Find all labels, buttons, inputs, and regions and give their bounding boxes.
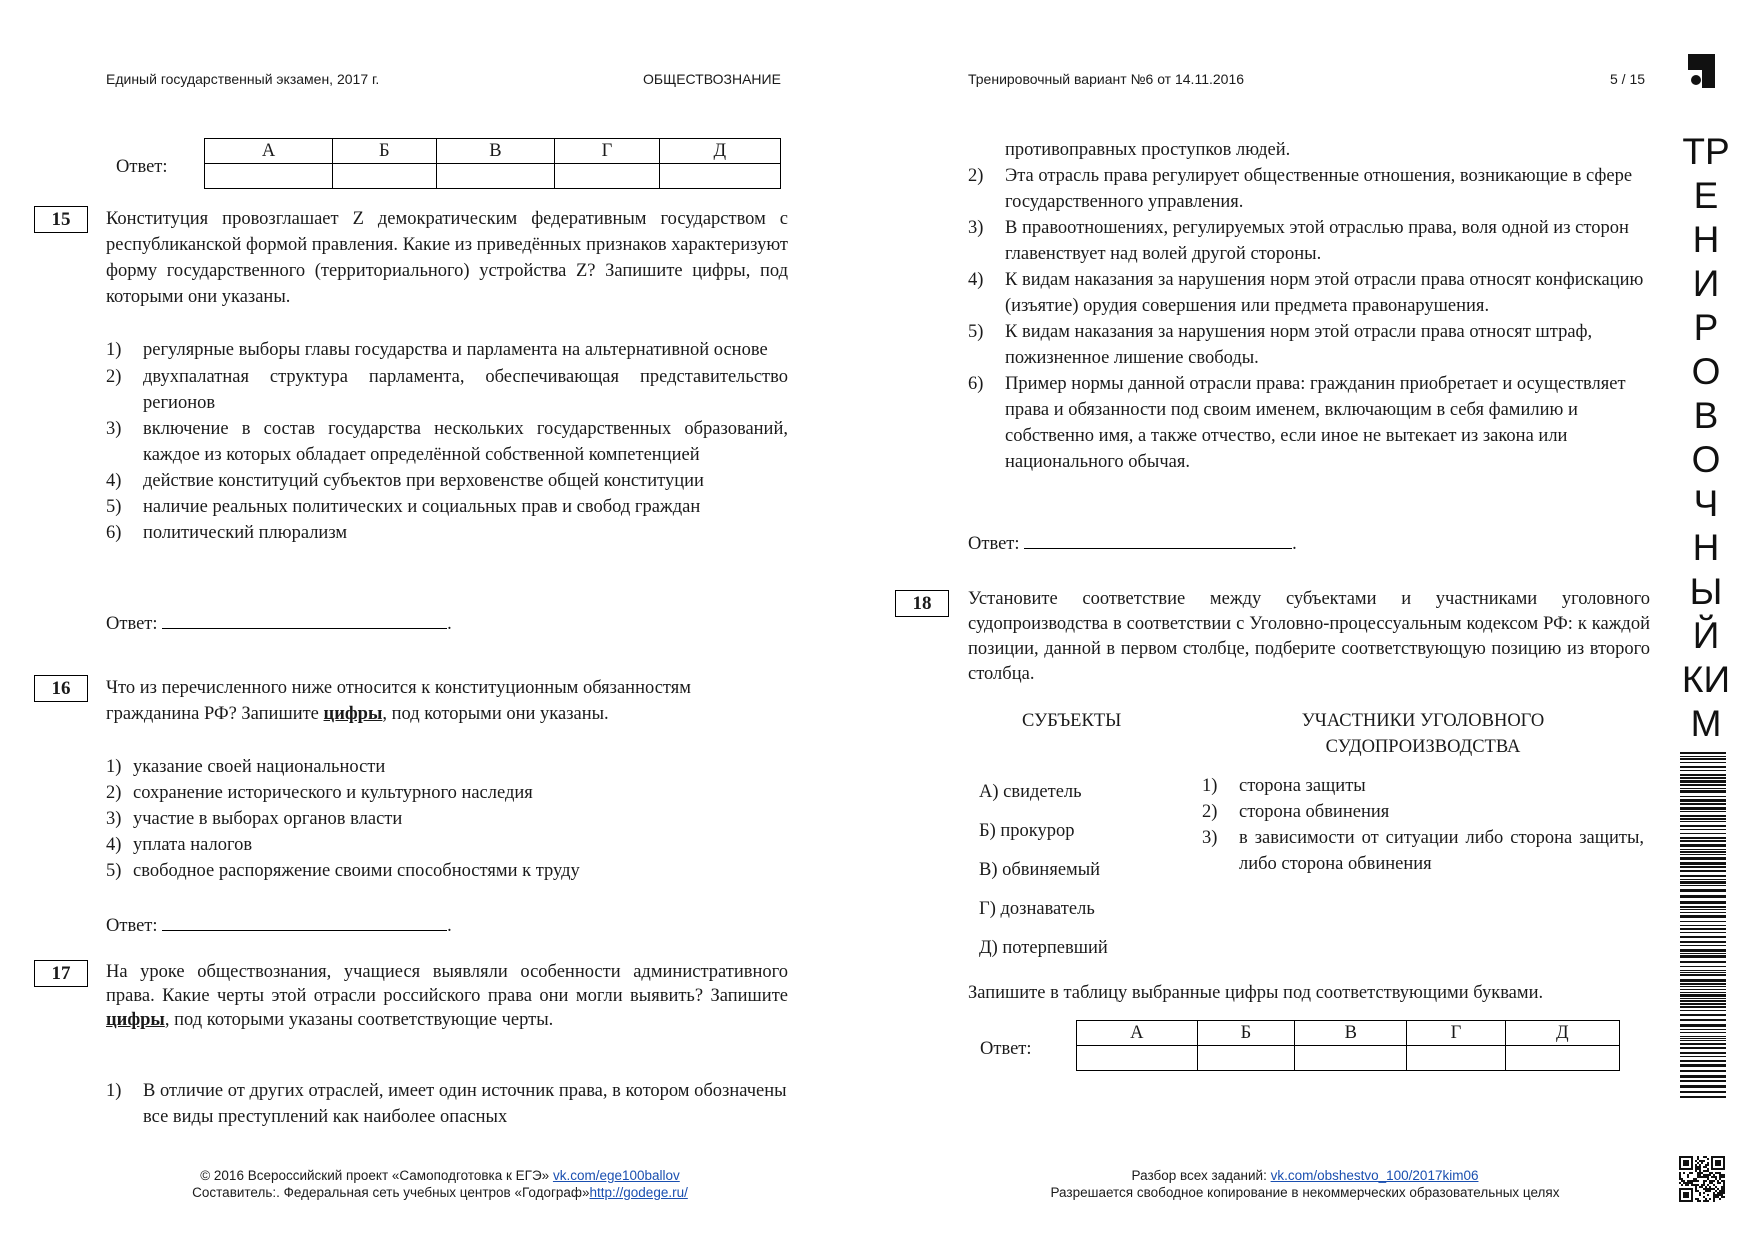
banner-letter: ТР (1682, 131, 1730, 172)
question-number-18: 18 (895, 590, 949, 617)
column-title-participants-line1: УЧАСТНИКИ УГОЛОВНОГО (1301, 711, 1545, 731)
answer-cell[interactable] (1077, 1046, 1198, 1071)
answer-input-15[interactable] (162, 610, 447, 629)
footer-license: Разрешается свободное копирование в некоммерческих образовательных целях (1050, 1185, 1560, 1200)
question-number-17: 17 (34, 960, 88, 987)
letter-cell: Г (555, 139, 659, 164)
letter-cell: Б (1197, 1021, 1295, 1046)
option-number: 2) (106, 783, 122, 803)
corner-marker-icon (1688, 54, 1715, 88)
letter-cell: А (205, 139, 333, 164)
option-continued (968, 137, 1644, 163)
option-text: политический плюрализм (143, 523, 348, 543)
answer-label-top: Ответ: (116, 157, 168, 177)
answer-label: Ответ: (968, 534, 1020, 554)
option-number: 6) (968, 374, 984, 394)
option-number: 1) (1202, 776, 1218, 796)
option (106, 858, 788, 884)
option-text: в зависимости от ситуации либо сторона защиты, либо сторона обвинения (1239, 828, 1644, 874)
option-text: Эта отрасль права регулирует общественные отношения, возникающие в сфере государственного управления. (1005, 166, 1633, 212)
participants-list (1202, 773, 1644, 877)
column-title-subjects: СУБЪЕКТЫ (1022, 711, 1122, 731)
banner-letter: Н (1692, 527, 1720, 568)
option-text: указание своей национальности (133, 757, 386, 777)
banner-letter: Ы (1689, 571, 1723, 612)
question-16-text-after: , под которыми они указаны. (382, 704, 609, 724)
option-number: 5) (106, 861, 122, 881)
answer-table-18 (1076, 1020, 1620, 1071)
column-title-participants (1180, 708, 1666, 760)
banner-letter: Е (1693, 175, 1719, 216)
option-text: сторона защиты (1239, 776, 1366, 796)
header-exam-title: Единый государственный экзамен, 2017 г. (106, 71, 380, 87)
header-variant: Тренировочный вариант №6 от 14.11.2016 (968, 71, 1245, 87)
answer-cell[interactable] (1197, 1046, 1295, 1071)
option-text: действие конституций субъектов при верховенстве общей конституции (143, 471, 704, 491)
banner-letter: О (1691, 351, 1721, 392)
header-subject: ОБЩЕСТВОЗНАНИЕ (643, 71, 781, 87)
option (106, 468, 788, 494)
participant-item (1202, 799, 1644, 825)
letter-cell: В (1295, 1021, 1407, 1046)
option (968, 163, 1644, 215)
option-number: 6) (106, 523, 122, 543)
option-number: 3) (106, 809, 122, 829)
letter-cell: Г (1407, 1021, 1505, 1046)
letter-cell: Б (333, 139, 437, 164)
option-number: 4) (968, 270, 984, 290)
option-number: 1) (106, 757, 122, 777)
option-number: 1) (106, 1081, 122, 1101)
answer-cell[interactable] (333, 164, 437, 189)
option (968, 267, 1644, 319)
participant-item (1202, 825, 1644, 877)
question-17-text-bold: цифры (106, 1010, 165, 1030)
question-17-text (106, 960, 788, 1032)
option (106, 780, 788, 806)
subject-item: Г) дознаватель (979, 899, 1095, 919)
option-number: 1) (106, 340, 122, 360)
answer-cell[interactable] (436, 164, 555, 189)
option (968, 215, 1644, 267)
option (106, 494, 788, 520)
option (106, 754, 788, 780)
question-18-text: Установите соответствие между субъектами и участниками уголовного судопроизводства в соответствии с Уголовно-процессуальным кодексом РФ: к каждой позиции, данной в первом столбце, подберите соответствующую позицию из второго столбца. (968, 589, 1650, 684)
option (106, 832, 788, 858)
column-title-participants-line2: СУДОПРОИЗВОДСТВА (1325, 737, 1521, 757)
answer-cell[interactable] (659, 164, 780, 189)
option-text: свободное распоряжение своими способностями к труду (133, 861, 580, 881)
option-text: регулярные выборы главы государства и парламента на альтернативной основе (143, 340, 768, 360)
answer-line-16: Ответ: . (106, 912, 452, 939)
banner-letter: Ч (1693, 483, 1719, 524)
question-16-options (106, 754, 788, 884)
option (106, 416, 788, 468)
subject-item: А) свидетель (979, 782, 1082, 802)
option (106, 1078, 788, 1130)
option-number: 2) (1202, 802, 1218, 822)
footer-review-link[interactable]: vk.com/obshestvo_100/2017kim06 (1270, 1168, 1479, 1183)
banner-letter: Й (1692, 615, 1720, 656)
option-text: включение в состав государства нескольких государственных образований, каждое из которых обладает определённой собственной компетенцией (143, 419, 788, 465)
option-text: К видам наказания за нарушения норм этой отрасли права относят конфискацию (изъятие) орудия совершения или предмета правонарушения. (1005, 270, 1644, 316)
option-number: 5) (106, 497, 122, 517)
answer-line-17: Ответ: . (968, 530, 1297, 557)
barcode-icon (1680, 752, 1726, 1105)
subjects-list (979, 773, 1108, 968)
answer-input-16[interactable] (162, 912, 447, 931)
banner-letter: О (1691, 439, 1721, 480)
option (968, 371, 1644, 475)
letter-cell: Д (659, 139, 780, 164)
question-15-text: Конституция провозглашает Z демократическим федеративным государством с республиканской формой правления. Какие из приведённых признаков характеризуют форму государственного (территориального) устройства Z? Запишите цифры, под которыми они указаны. (106, 209, 788, 307)
question-18-instruction: Запишите в таблицу выбранные цифры под соответствующими буквами. (968, 983, 1544, 1003)
answer-table-top (204, 138, 781, 189)
footer-vk-link[interactable]: vk.com/ege100ballov (552, 1168, 680, 1183)
option-number: 4) (106, 835, 122, 855)
option-text: Пример нормы данной отрасли права: гражданин приобретает и осуществляет права и обязанности под своим именем, включающим в себя фамилию и собственно имя, а также отчество, если иное не вытекает из закона или национального обычая. (1005, 374, 1626, 472)
footer-author: Составитель:. Федеральная сеть учебных центров «Годограф» (192, 1185, 590, 1200)
banner-letter: М (1690, 703, 1722, 744)
banner-letter: КИ (1681, 659, 1731, 700)
option-number: 3) (106, 419, 122, 439)
banner-letter: Н (1692, 219, 1720, 260)
letter-cell: А (1077, 1021, 1198, 1046)
letter-cell: Д (1505, 1021, 1619, 1046)
option (106, 806, 788, 832)
subject-item: Б) прокурор (979, 821, 1075, 841)
answer-line-15: Ответ: . (106, 610, 452, 637)
footer-copyright: © 2016 Всероссийский проект «Самоподготовка к ЕГЭ» (200, 1168, 553, 1183)
answer-input-17[interactable] (1024, 530, 1292, 549)
answer-cell[interactable] (555, 164, 659, 189)
option-text: К видам наказания за нарушения норм этой отрасли права относят штраф, пожизненное лишение свободы. (1005, 322, 1593, 368)
option-number: 3) (1202, 828, 1218, 848)
letter-cell: В (436, 139, 555, 164)
option-text: противоправных проступков людей. (1005, 140, 1291, 160)
question-17-text-after: , под которыми указаны соответствующие черты. (164, 1010, 554, 1030)
option-text: В отличие от других отраслей, имеет один источник права, в котором обозначены все виды преступлений как наиболее опасных (143, 1081, 787, 1127)
footer-left (150, 1167, 730, 1201)
option-text: уплата налогов (133, 835, 253, 855)
banner-letter: В (1693, 395, 1719, 436)
option-number: 3) (968, 218, 984, 238)
option-text: В правоотношениях, регулируемых этой отраслью права, воля одной из сторон главенствует над волей другой стороны. (1005, 218, 1629, 264)
option-text: двухпалатная структура парламента, обеспечивающая представительство регионов (143, 367, 788, 413)
option (968, 319, 1644, 371)
footer-godege-link[interactable]: http://godege.ru/ (589, 1185, 688, 1200)
question-16-text-bold: цифры (323, 704, 383, 724)
option-number: 2) (106, 367, 122, 387)
banner-letter: Р (1693, 307, 1719, 348)
question-17-options-left (106, 1078, 788, 1130)
option-text: участие в выборах органов власти (133, 809, 403, 829)
answer-label: Ответ: (106, 916, 158, 936)
option-number: 4) (106, 471, 122, 491)
subject-item: Д) потерпевший (979, 938, 1108, 958)
participant-item (1202, 773, 1644, 799)
answer-cell[interactable] (205, 164, 333, 189)
subject-item: В) обвиняемый (979, 860, 1101, 880)
question-16-text (106, 675, 788, 727)
footer-right (1000, 1167, 1610, 1201)
question-17-text-before: На уроке обществознания, учащиеся выявляли особенности административного права. Какие черты этой отрасли российского права они могли выявить? Запишите (106, 962, 788, 1006)
answer-cell[interactable] (1407, 1046, 1505, 1071)
header-page-number: 5 / 15 (1610, 71, 1646, 87)
option-text: наличие реальных политических и социальных прав и свобод граждан (143, 497, 701, 517)
question-15-options (106, 337, 788, 546)
answer-cell[interactable] (1295, 1046, 1407, 1071)
option (106, 364, 788, 416)
option-text: сторона обвинения (1239, 802, 1390, 822)
banner-letter: И (1692, 263, 1720, 304)
question-16-text-before: Что из перечисленного ниже относится к конституционным обязанностям гражданина РФ? Запишите (106, 678, 691, 724)
answer-label-18: Ответ: (980, 1039, 1032, 1059)
side-banner (1676, 130, 1736, 746)
answer-label: Ответ: (106, 614, 158, 634)
option-text: сохранение исторического и культурного наследия (133, 783, 533, 803)
footer-review-label: Разбор всех заданий: (1131, 1168, 1271, 1183)
option-number: 2) (968, 166, 984, 186)
question-number-16: 16 (34, 675, 88, 702)
qr-code-icon (1679, 1156, 1725, 1207)
question-number-15: 15 (34, 206, 88, 233)
question-17-options-right (968, 137, 1644, 475)
option-number: 5) (968, 322, 984, 342)
option (106, 520, 788, 546)
answer-cell[interactable] (1505, 1046, 1619, 1071)
option (106, 337, 788, 363)
